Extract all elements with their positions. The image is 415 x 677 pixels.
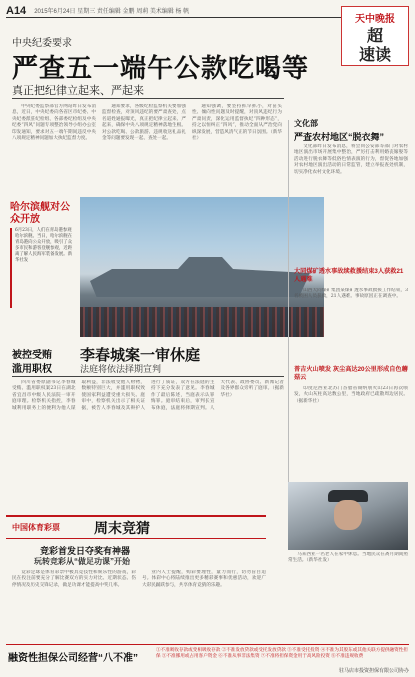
photo-caption xyxy=(10,228,74,308)
brand-box xyxy=(341,6,409,66)
news3-body-text: 印度尼西亚北苏门答腊省锡纳朋火山23日再次喷发，火山灰柱高达数公里，当地政府已疏散周边居民。（据新华社） xyxy=(294,386,408,404)
news2-title: 大同煤矿透水事故续救援结束3人获救21人遇难 xyxy=(294,268,404,283)
photo-caption-text: 6月23日，人们在青岛港参观哈尔滨舰。当日，哈尔滨舰在青岛港向公众开放，吸引了众多市民和游客登舰参观，近距离了解人民海军装备发展。新华社发 xyxy=(15,228,73,263)
photo2-caption xyxy=(288,552,408,576)
lottery-body-2 xyxy=(142,570,266,640)
brand-line1: 超 xyxy=(366,26,383,45)
right-body xyxy=(294,144,408,264)
right-section-label: 文化部 xyxy=(294,119,318,128)
lead-kicker: 中央纪委要求 xyxy=(12,38,72,49)
warship-shape xyxy=(90,257,310,297)
header-meta: 2015年6月24日 星期三 责任编辑 金鹏 周莉 美术编辑 杨 帆 xyxy=(34,9,190,15)
lottery-subheadline: 玩转竞彩从“做足功课”开始 xyxy=(34,557,130,566)
tag-1: 被控受贿 xyxy=(12,350,52,361)
lottery-headline: 竞彩首发日夺奖有神器 xyxy=(40,546,131,556)
lead-headline: 严查五一端午公款吃喝等 xyxy=(12,53,310,83)
footer-credit: 驻马店市投资担保有限公司协办 xyxy=(338,668,409,674)
section2-subtitle: 法庭将依法择期宣判 xyxy=(80,364,162,374)
news3-body xyxy=(294,386,408,476)
news3-title: 普吉火山喷发 灰尘高达20公里形成自色蘑菇云 xyxy=(294,366,408,381)
bottom-items: ①不准吸收存款或变相吸收存款 ②不准发放贷款或受托发放贷款 ③不准受托投资 ④不准为其股东或其他关联方提供融资性担保 ⑤不准挪用或占用客户资金 ⑥不准从事非法集资 ⑦不准将担保资金用于高风险投资 ⑧不准违规收费 xyxy=(156,647,408,658)
lead-rule xyxy=(12,98,284,99)
bottom-notice xyxy=(6,644,409,666)
lead-col-2 xyxy=(102,104,186,192)
brand-logo: 天中晚报 xyxy=(355,14,395,25)
lottery-header xyxy=(6,515,266,539)
column-divider xyxy=(288,120,289,510)
right-body-text: 文化部昨日发布消息，将会同公安部等部门对农村地区演出市场开展集中整治，严厉打击利用婚丧嫁娶等活动进行脱衣舞等低俗色情表演的行为，督促各地加强对农村地区演出活动的日常监管，建立举报查处机制，切实净化农村文化环境。 xyxy=(294,144,408,175)
lead-subhead: 真正把纪律立起来、严起来 xyxy=(12,85,144,97)
brand-line2: 速读 xyxy=(358,45,391,64)
lead-col-1 xyxy=(12,104,96,192)
lottery-body-2-text: 业内人士提醒，购彩要理性，量力而行，切勿盲目追号。体彩中心将陆续推出更多精彩赛事和优惠活动，欢迎广大彩民踊跃参与，共享体育竞猜的乐趣。 xyxy=(142,570,266,588)
elder-photo xyxy=(288,482,408,550)
lottery-title: 周末竞猜 xyxy=(94,519,150,536)
section2-rule xyxy=(12,376,284,377)
section2-title: 李春城案一审休庭 xyxy=(80,347,201,364)
section2-body-text: 四川省委原副书记李春城受贿、滥用职权案23日在湖北省宜昌市中级人民法院一审开庭审理。检察机关指控，李春城利用职务上的便利为他人谋取利益，非法收受他人财物，数额特别巨大，并滥用职权致使国家利益遭受重大损失。庭审中，检察机关出示了相关证据，被告人李春城及其辩护人进行了质证，双方在法庭的主持下充分发表了意见。李春城作了最后陈述，当庭表示认罪悔罪。庭审结束后，审判长宣布休庭，法庭将择期宣判。人大代表、政协委员、新闻记者及各界群众旁听了庭审。（据新华社） xyxy=(12,380,284,411)
photo-title: 哈尔滨舰对公众开放 xyxy=(10,202,70,225)
lead-col-3 xyxy=(192,104,282,192)
section2-body xyxy=(12,380,284,510)
bottom-title: 融资性担保公司经营“八不准” xyxy=(8,653,138,664)
lead-col-1-text: 中央纪委监察部官方网站昨日发布消息，近日，中央纪委向各省区市纪委、中央纪委派驻纪检组、各部委纪检组及中央纪委“四风”问题专项整治领导小组办公室印发通知，要求对五一端午期间违反中央八项规定精神问题加大执纪监督力度。 xyxy=(12,104,96,142)
lead-col-2-text: 通知要求，各级纪检监察机关要加强监督检查，对顶风违纪的要严肃查处，点名道姓通报曝光，真正把纪律立起来、严起来，确保中央八项规定精神落地生根。对公款吃喝、公款旅游、违规收送礼品礼金等问题要发现一起、查处一起。 xyxy=(102,104,186,142)
news2-body-text: 山西大同煤矿集团某煤矿透水事故救援工作结束，3名被困人员获救，21人遇难。事故原因正在调查中。 xyxy=(294,288,408,300)
news2-body xyxy=(294,288,408,360)
face-shape xyxy=(334,500,362,530)
lead-col-3-text: 通知强调，要坚持抓早抓小，对苗头性、倾向性问题及时提醒，对顶风违纪行为严肃问责，深化运用监督执纪“四种形态”，持之以恒纠正“四风”，推动全面从严治党向纵深发展，营造风清气正的节日氛围。（新华社） xyxy=(192,104,282,142)
page-number: A14 xyxy=(6,4,27,17)
photo2-caption-text: 马来西亚一名老人在家中休息。当地民众在斋月期间照常生活。（新华社发） xyxy=(288,552,408,564)
lottery-body-1-text: 竞彩足球是体育彩票中极具竞技性和娱乐性的游戏，彩民在投注前要充分了解比赛双方的实力对比、近期状态、伤停情况及历史交锋记录，做足功课才能提高中奖几率。 xyxy=(12,570,136,588)
lottery-logo: 中国体育彩票 xyxy=(12,523,60,532)
lottery-body-1 xyxy=(12,570,136,640)
tag-2: 滥用职权 xyxy=(12,364,52,375)
right-headline: 严查农村地区“脱衣舞” xyxy=(294,132,385,142)
